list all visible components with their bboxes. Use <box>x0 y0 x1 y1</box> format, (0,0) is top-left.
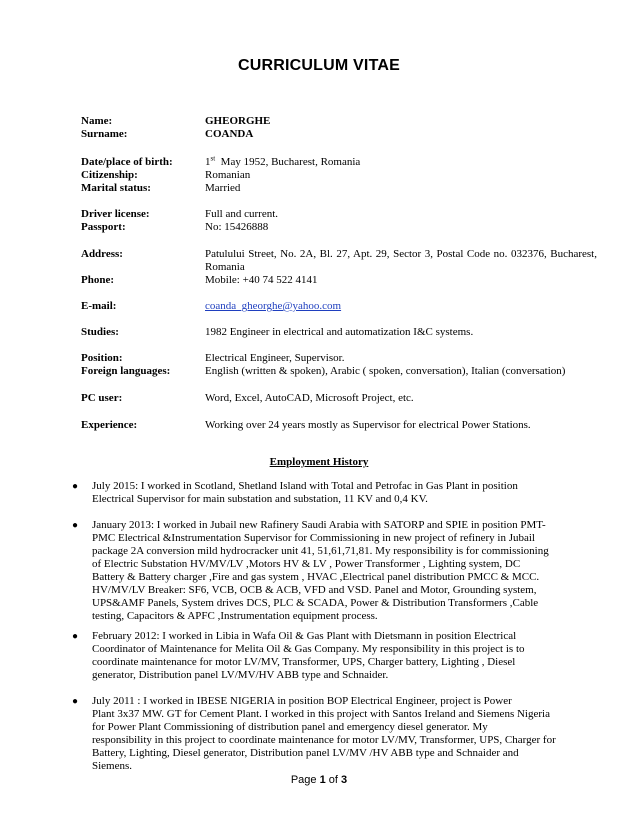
languages-label: Foreign languages: <box>81 365 171 377</box>
position-label: Position: <box>81 352 123 364</box>
surname-value: COANDA <box>205 128 254 140</box>
studies-label: Studies: <box>81 326 119 338</box>
name-value: GHEORGHE <box>205 115 271 127</box>
item-line: HV/MV/LV Breaker: SF6, VCB, OCB & ACB, VFD and VSD. Panel and Motor, Grounding system, <box>92 584 537 596</box>
item-line: July 2011 : I worked in IBESE NIGERIA in position BOP Electrical Engineer, project is Power <box>92 695 512 707</box>
bullet-icon: ● <box>72 631 79 642</box>
item-line: Battery, Lighting, Diesel generator, Distribution panel LV/MV /HV ABB type and Schnaider and <box>92 747 519 759</box>
footer-page-number: 1 <box>319 774 326 786</box>
marital-value: Married <box>205 182 241 194</box>
employment-heading: Employment History <box>269 456 369 468</box>
item-line: generator, Distribution panel LV/MV/HV ABB type and Schnaider. <box>92 669 389 681</box>
footer-page-total: 3 <box>341 774 348 786</box>
marital-label: Marital status: <box>81 182 151 194</box>
name-label: Name: <box>81 115 113 127</box>
item-line: UPS&AMF Panels, System drives DCS, PLC & SCADA, Power & Distribution Transformers ,Cable <box>92 597 539 609</box>
dob-rest: May 1952, Bucharest, Romania <box>220 156 361 168</box>
list-item <box>72 480 580 506</box>
list-item <box>72 519 580 623</box>
item-line: testing, Capacitors & APFC ,Instrumentation equipment process. <box>92 610 378 622</box>
list-item <box>72 630 580 682</box>
experience-label: Experience: <box>81 419 138 431</box>
item-line: of Electric Substation HV/MV/LV ,Motors HV & LV , Power Transformer , Lighting system, DC <box>92 558 521 570</box>
phone-value: Mobile: +40 74 522 4141 <box>205 274 318 286</box>
item-line: February 2012: I worked in Libia in Wafa Oil & Gas Plant with Dietsmann in position Electrical <box>92 630 517 642</box>
item-line: responsibility in this project to coordinate maintenance for motor LV/MV, Transformer, UPS, Charger for <box>92 734 556 746</box>
phone-label: Phone: <box>81 274 114 286</box>
surname-label: Surname: <box>81 128 128 140</box>
position-value: Electrical Engineer, Supervisor. <box>205 352 345 364</box>
passport-value: No: 15426888 <box>205 221 269 233</box>
bullet-icon: ● <box>72 520 79 531</box>
driver-label: Driver license: <box>81 208 150 220</box>
footer-prefix: Page <box>290 774 320 786</box>
citizenship-value: Romanian <box>205 169 251 181</box>
bullet-icon: ● <box>72 481 79 492</box>
item-line: Plant 3x37 MW. GT for Cement Plant. I worked in this project with Santos Ireland and Siemens Nigeria <box>92 708 550 720</box>
dob-day: 1 <box>205 156 211 168</box>
item-line: January 2013: I worked in Jubail new Rafinery Saudi Arabia with SATORP and SPIE in position PMT- <box>92 519 546 531</box>
passport-label: Passport: <box>81 221 126 233</box>
document-title: CURRICULUM VITAE <box>237 57 400 74</box>
item-line: coordinate maintenance for motor LV/MV, Transformer, UPS, Charger battery, Lighting , Diesel <box>92 656 516 668</box>
item-line: Electrical Supervisor for main substation and substation, 11 KV and 0,4 KV. <box>92 493 428 505</box>
list-item <box>72 695 580 773</box>
pc-label: PC user: <box>81 392 123 404</box>
dob-label: Date/place of birth: <box>81 156 173 168</box>
item-line: Siemens. <box>92 760 133 772</box>
driver-value: Full and current. <box>205 208 279 220</box>
address-value: Patulului Street, No. 2A, Bl. 27, Apt. 29, Sector 3, Postal Code no. 032376, Bucharest, Romania <box>205 248 597 273</box>
experience-value: Working over 24 years mostly as Supervisor for electrical Power Stations. <box>205 419 531 431</box>
email-link[interactable]: coanda_gheorghe@yahoo.com <box>205 300 342 312</box>
item-line: PMC Electrical &Instrumentation Supervisor for Commissioning in new project of refinery in Jubail <box>92 532 535 544</box>
pc-value: Word, Excel, AutoCAD, Microsoft Project, etc. <box>205 392 414 404</box>
citizenship-label: Citizenship: <box>81 169 138 181</box>
dob-value <box>205 156 597 169</box>
item-line: for Power Plant Commissioning of distribution panel and emergency diesel generator. My <box>92 721 488 733</box>
studies-value: 1982 Engineer in electrical and automatization I&C systems. <box>205 326 474 338</box>
bullet-icon: ● <box>72 696 79 707</box>
languages-value: English (written & spoken), Arabic ( spoken, conversation), Italian (conversation) <box>205 365 566 377</box>
page-footer <box>0 774 638 786</box>
dob-suffix: st <box>210 154 216 163</box>
item-line: Battery & Battery charger ,Fire and gas system , HVAC ,Electrical panel distribution PMCC & MCC. <box>92 571 540 583</box>
item-line: Coordinator of Maintenance for Melita Oil & Gas Company. My responsibility in this project is to <box>92 643 525 655</box>
email-label: E-mail: <box>81 300 117 312</box>
item-line: package 2A conversion mild hydrocracker unit 41, 51,61,71,81. My responsibility is for commissioning <box>92 545 549 557</box>
address-label: Address: <box>81 248 123 260</box>
item-line: July 2015: I worked in Scotland, Shetland Island with Total and Petrofac in Gas Plant in position <box>92 480 518 492</box>
footer-of: of <box>325 774 342 786</box>
